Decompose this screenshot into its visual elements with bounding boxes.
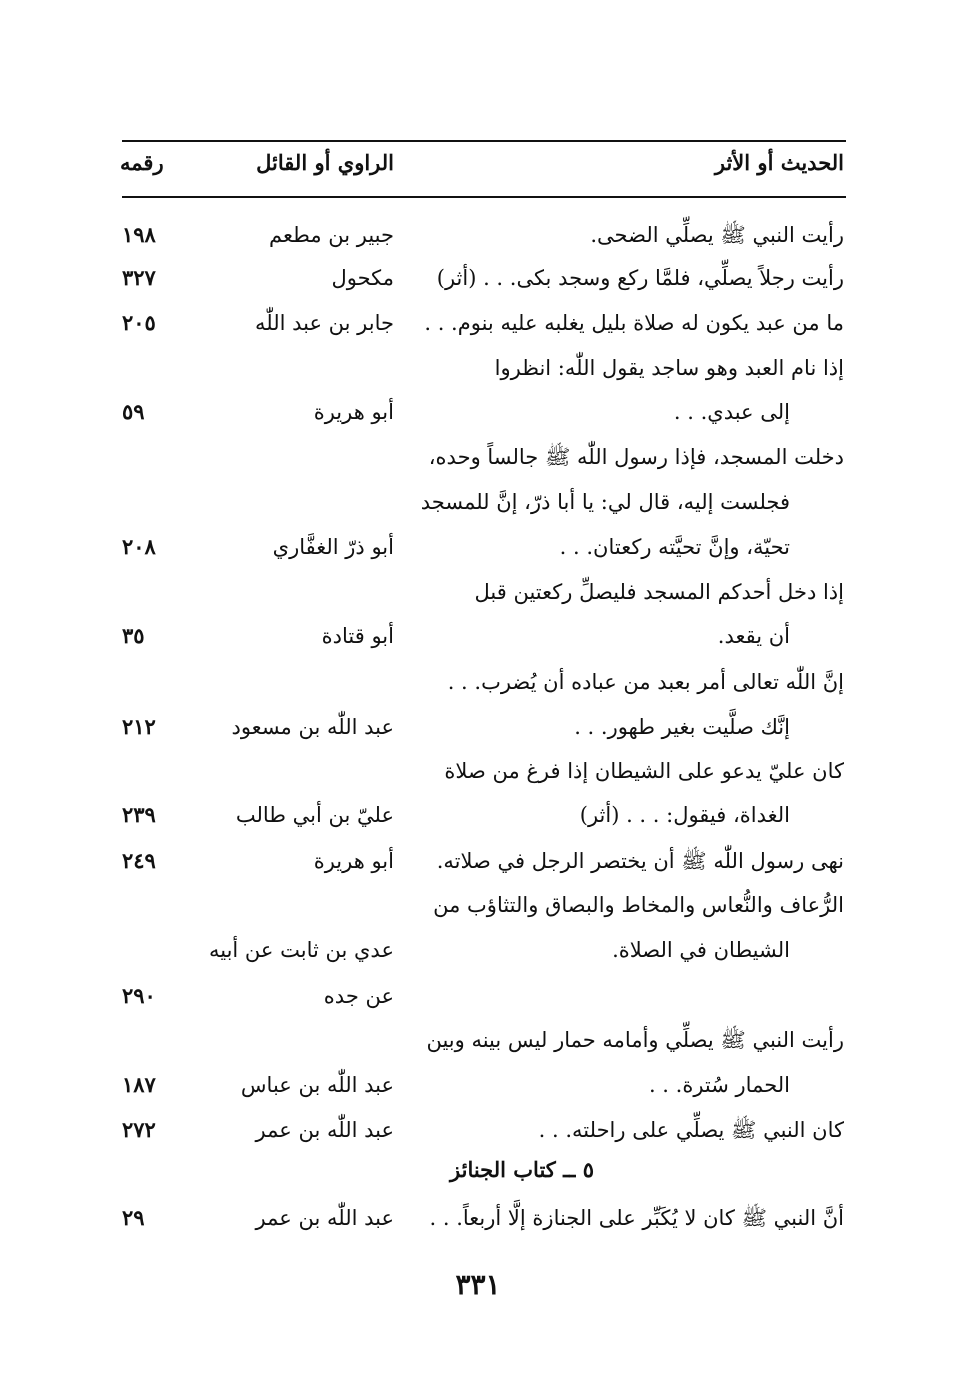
hadith-text: إذا دخل أحدكم المسجد فليصلِّ ركعتين قبل (474, 580, 844, 604)
table-row (0, 435, 956, 479)
hadith-text: نهى رسول اللّٰه ﷺ أن يختصر الرجل في صلاته. (436, 849, 844, 873)
table-row (0, 256, 956, 300)
hadith-number: ٢٠٨ (122, 534, 156, 559)
hadith-text: رأيت النبي ﷺ يصلِّي الضحى. (590, 223, 844, 247)
hadith-text: إذا نام العبد وهو ساجد يقول اللّٰه: انظروا (494, 356, 844, 380)
page-number: ٣٣١ (455, 1268, 501, 1301)
hadith-number: ٢٧٢ (122, 1117, 156, 1142)
hadith-text: رأيت رجلاً يصلِّي، فلمَّا ركع وسجد بكى. . . (أثر) (436, 266, 844, 290)
hadith-number: ٢١٢ (122, 714, 156, 739)
table-row (0, 839, 956, 883)
narrator-continued: عن جده (323, 984, 394, 1008)
hadith-number: ٢٩ (122, 1205, 145, 1230)
section-heading (0, 1152, 956, 1188)
table-row (0, 390, 956, 434)
narrator: أبو قتادة (321, 624, 394, 648)
narrator: عدي بن ثابت عن أبيه (208, 938, 394, 962)
narrator: جابر بن عبد اللّٰه (254, 311, 394, 335)
table-row (0, 614, 956, 658)
table-row (0, 301, 956, 345)
table-row (0, 1108, 956, 1152)
table-row (0, 570, 956, 614)
hadith-number: ١٨٧ (122, 1072, 156, 1097)
header-bottom-rule (122, 196, 846, 198)
table-row (0, 1018, 956, 1062)
table-row (0, 480, 956, 524)
hadith-text-continued: الغداة، فيقول: . . . (أثر) (579, 803, 790, 827)
hadith-text: رأيت النبي ﷺ يصلِّي وأمامه حمار ليس بينه وبين (426, 1028, 844, 1052)
table-row (0, 1063, 956, 1107)
narrator: أبو ذرّ الغفَّاري (272, 535, 394, 559)
hadith-number: ٥٩ (122, 399, 145, 424)
hadith-text-continued: أن يقعد. (717, 624, 790, 648)
hadith-number: ٢٩٠ (122, 983, 156, 1008)
hadith-number: ٢٤٩ (122, 848, 156, 873)
hadith-text: أنَّ النبي ﷺ كان لا يُكَبِّر على الجنازة إلَّا أربعاً. . . (429, 1206, 844, 1230)
table-row (0, 793, 956, 837)
table-row (0, 928, 956, 972)
hadith-text: دخلت المسجد، فإذا رسول اللّٰه ﷺ جالساً وحده، (428, 445, 844, 469)
table-row (0, 660, 956, 704)
header-hadith-or-athar: الحديث أو الأثر (714, 150, 844, 175)
header-number: رقمه (120, 150, 164, 175)
narrator: أبو هريرة (313, 400, 394, 424)
hadith-text: الرُّعاف والنُّعاس والمخاط والبصاق والتثاؤب من (433, 893, 844, 917)
narrator: أبو هريرة (313, 849, 394, 873)
hadith-text-continued: الشيطان في الصلاة. (612, 938, 790, 962)
table-row (0, 1196, 956, 1240)
section-title: ٥ ــ كتاب الجنائز (450, 1157, 594, 1182)
hadith-number: ٢٣٩ (122, 802, 156, 827)
table-row (0, 705, 956, 749)
table-row (0, 974, 956, 1018)
hadith-number: ١٩٨ (122, 222, 156, 247)
hadith-number: ٢٠٥ (122, 310, 156, 335)
table-row (0, 525, 956, 569)
hadith-text-continued: الحمار سُترة. . . (648, 1073, 790, 1097)
hadith-text-continued: إلى عبدي. . . (673, 400, 790, 424)
hadith-text: ما من عبد يكون له صلاة بليل يغلبه عليه بنوم. . . (424, 311, 844, 335)
header-narrator: الراوي أو القائل (256, 150, 394, 175)
hadith-text-continued: فجلست إليه، قال لي: يا أبا ذرّ، إنَّ للمسجد (420, 490, 790, 514)
narrator: مكحول (331, 266, 394, 290)
header-top-rule (122, 140, 846, 142)
hadith-text-continued: تحيّة، وإنَّ تحيَّته ركعتان. . . (559, 535, 790, 559)
narrator: عبد اللّٰه بن عمر (255, 1206, 394, 1230)
narrator: عبد اللّٰه بن مسعود (231, 715, 394, 739)
table-row (0, 213, 956, 257)
hadith-number: ٣٥ (122, 623, 145, 648)
narrator: عبد اللّٰه بن عباس (240, 1073, 394, 1097)
hadith-number: ٣٢٧ (122, 265, 156, 290)
hadith-text: كان عليّ يدعو على الشيطان إذا فرغ من صلاة (444, 759, 844, 783)
hadith-text: إنَّك صلَّيت بغير طهور. . . (574, 715, 790, 739)
table-row (0, 749, 956, 793)
narrator: عليّ بن أبي طالب (235, 803, 394, 827)
narrator: عبد اللّٰه بن عمر (255, 1118, 394, 1142)
table-row (0, 346, 956, 390)
hadith-text: كان النبي ﷺ يصلِّي على راحلته. . . (538, 1118, 844, 1142)
table-row (0, 883, 956, 927)
hadith-text: إنَّ اللّٰه تعالى أمر بعبد من عباده أن يُضرب. . . (447, 670, 844, 694)
narrator: جبير بن مطعم (268, 223, 394, 247)
